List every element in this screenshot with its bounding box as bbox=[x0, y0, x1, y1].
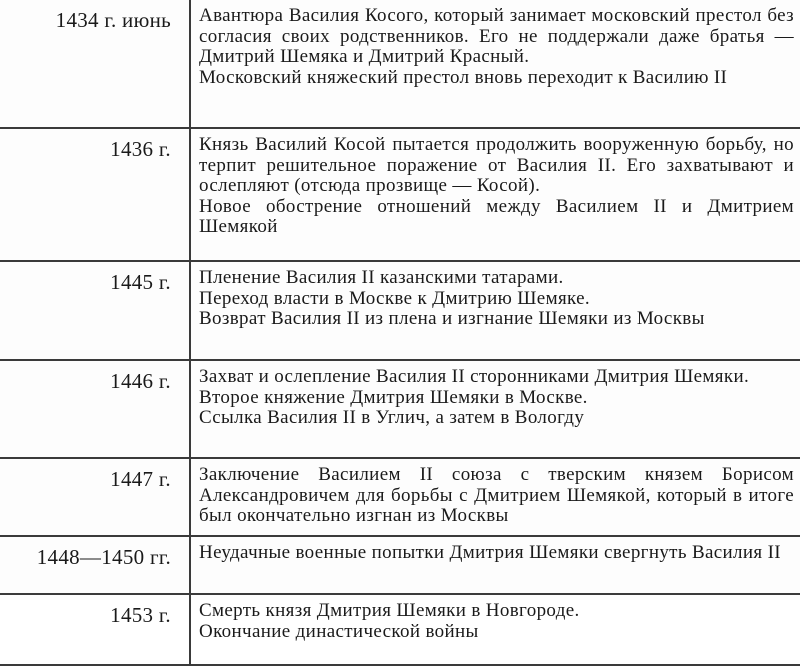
event-paragraph: Второе княжение Дмитрия Шемяки в Москве. bbox=[199, 386, 588, 408]
event-paragraph: Переход власти в Москве к Дмитрию Шемяке. bbox=[199, 287, 591, 309]
table-row bbox=[0, 0, 800, 128]
table-row bbox=[0, 128, 800, 261]
event-cell bbox=[190, 458, 800, 536]
event-paragraph: Ссылка Василия II в Углич, а затем в Вологду bbox=[199, 407, 585, 428]
event-cell bbox=[190, 0, 800, 128]
date-cell: 1447 г. bbox=[0, 458, 190, 536]
table-row bbox=[0, 536, 800, 594]
table-row bbox=[0, 594, 800, 665]
event-paragraph: Заключение Василием II союза с тверским князем Борисом Александровичем для борьбы с Дмитрием Шемякой, который в итоге был окончательно изгнан из Москвы bbox=[199, 464, 794, 526]
event-paragraph: Новое обострение отношений между Василием II и Дмитрием Шемякой bbox=[199, 195, 794, 237]
date-cell: 1445 г. bbox=[0, 261, 190, 360]
event-paragraph: Пленение Василия II казанскими татарами. bbox=[199, 267, 564, 288]
date-cell: 1448—1450 гг. bbox=[0, 536, 190, 594]
date-cell: 1434 г. июнь bbox=[0, 0, 190, 128]
date-cell: 1436 г. bbox=[0, 128, 190, 261]
event-paragraph: Захват и ослепление Василия II сторонниками Дмитрия Шемяки. bbox=[199, 366, 750, 387]
table-row bbox=[0, 458, 800, 536]
event-paragraph: Авантюра Василия Косого, который занимает московский престол без согласия своих родственников. Его не поддержали даже братья — Дмитрий Шемяка и Дмитрий Красный. bbox=[199, 5, 794, 67]
date-cell: 1446 г. bbox=[0, 360, 190, 458]
table-row bbox=[0, 360, 800, 458]
event-paragraph: Московский княжеский престол вновь переходит к Василию II bbox=[199, 66, 728, 88]
event-paragraph: Смерть князя Дмитрия Шемяки в Новгороде. bbox=[199, 600, 580, 621]
event-cell bbox=[190, 360, 800, 458]
event-cell bbox=[190, 536, 800, 594]
event-cell bbox=[190, 594, 800, 665]
event-paragraph: Окончание династической войны bbox=[199, 620, 479, 642]
event-cell bbox=[190, 128, 800, 261]
event-paragraph: Князь Василий Косой пытается продолжить вооруженную борьбу, но терпит решительное поражение от Василия II. Его захватывают и ослепляют (отсюда прозвище — Косой). bbox=[199, 134, 794, 196]
event-cell bbox=[190, 261, 800, 360]
date-cell: 1453 г. bbox=[0, 594, 190, 665]
table-row bbox=[0, 261, 800, 360]
event-paragraph: Возврат Василия II из плена и изгнание Шемяки из Москвы bbox=[199, 308, 705, 329]
event-paragraph: Неудачные военные попытки Дмитрия Шемяки свергнуть Василия II bbox=[199, 542, 781, 563]
